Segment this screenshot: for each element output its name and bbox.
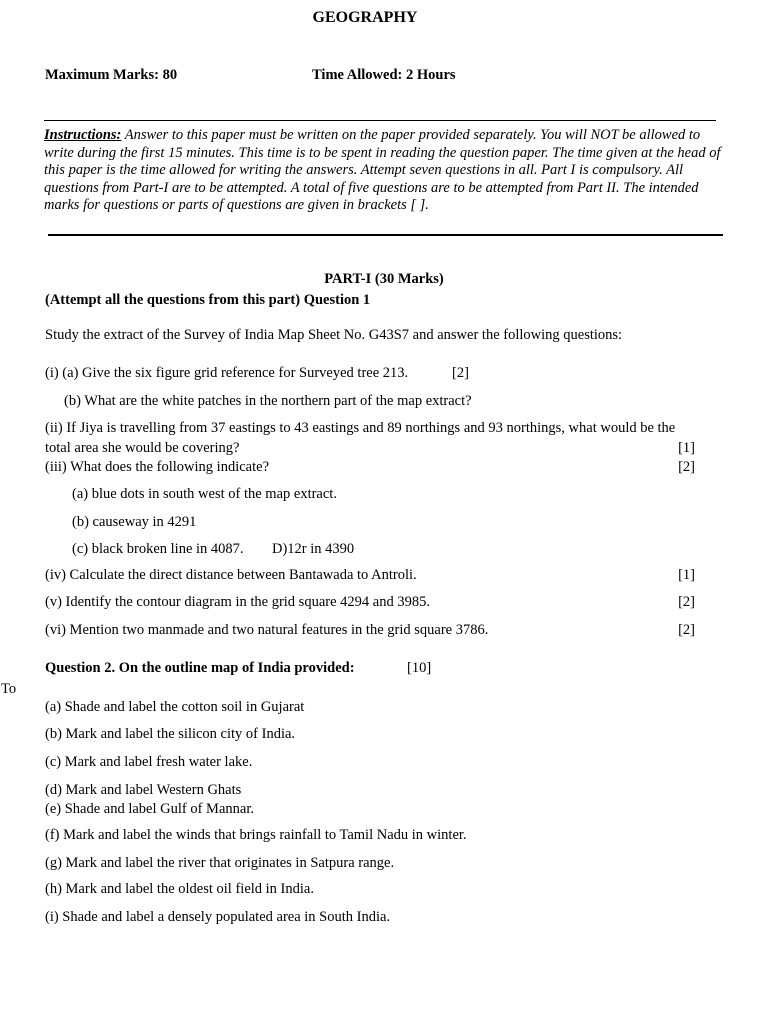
question-iii-b: (b) causeway in 4291: [72, 514, 197, 530]
question-vi: (vi) Mention two manmade and two natural features in the grid square 3786.: [45, 622, 489, 638]
question-iii-c: (c) black broken line in 4087.: [72, 541, 244, 557]
question2-item-i: (i) Shade and label a densely populated area in South India.: [45, 909, 391, 925]
question2-item-b: (b) Mark and label the silicon city of India.: [45, 726, 296, 742]
question2-marks: [10]: [407, 660, 432, 676]
question2-item-h: (h) Mark and label the oldest oil field in India.: [45, 881, 314, 897]
question2-item-d: (d) Mark and label Western Ghats: [45, 782, 242, 798]
question2-item-a: (a) Shade and label the cotton soil in Gujarat: [45, 699, 305, 715]
question-iii-d: D)12r in 4390: [272, 541, 355, 557]
question2-item-c: (c) Mark and label fresh water lake.: [45, 754, 253, 770]
question-iii-marks: [2]: [678, 459, 695, 475]
stray-text: To: [1, 681, 17, 697]
question-ii-line1: (ii) If Jiya is travelling from 37 eastings to 43 eastings and 89 northings and 93 northings, what would be the: [45, 420, 676, 436]
question-iv: (iv) Calculate the direct distance between Bantawada to Antroli.: [45, 567, 417, 583]
question-i-a: (i) (a) Give the six figure grid reference for Surveyed tree 213.: [45, 365, 409, 381]
question-ii-marks: [1]: [678, 440, 695, 456]
instructions-label: Instructions:: [44, 127, 122, 143]
question-i-a-marks: [2]: [452, 365, 469, 381]
question-vi-marks: [2]: [678, 622, 695, 638]
top-divider: [44, 120, 716, 121]
question-i-b: (b) What are the white patches in the northern part of the map extract?: [64, 393, 472, 409]
part1-heading: PART-I (30 Marks): [324, 271, 444, 287]
question-v-marks: [2]: [678, 594, 695, 610]
question-iii: (iii) What does the following indicate?: [45, 459, 270, 475]
question2-heading: Question 2. On the outline map of India provided:: [45, 660, 355, 676]
maximum-marks: Maximum Marks: 80: [45, 67, 178, 83]
question2-item-g: (g) Mark and label the river that originates in Satpura range.: [45, 855, 395, 871]
question2-item-e: (e) Shade and label Gulf of Mannar.: [45, 801, 254, 817]
question-v: (v) Identify the contour diagram in the grid square 4294 and 3985.: [45, 594, 430, 610]
question-iii-a: (a) blue dots in south west of the map extract.: [72, 486, 337, 502]
time-allowed: Time Allowed: 2 Hours: [312, 67, 456, 83]
instructions-text: Answer to this paper must be written on the paper provided separately. You will NOT be allowed to write during the first 15 minutes. This time is to be spent in reading the question paper. The time given at the head of this paper is the time allowed for writing the answers. Attempt seven questions in all. Part I is compulsory. All questions from Part-I are to be attempted. A total of five questions are to be attempted from Part II. The intended marks for questions or parts of questions are given in brackets [ ].: [44, 127, 721, 213]
instructions-block: [44, 127, 724, 215]
question-iv-marks: [1]: [678, 567, 695, 583]
question1-intro: Study the extract of the Survey of India Map Sheet No. G43S7 and answer the following questions:: [45, 327, 623, 343]
question-ii-line2: total area she would be covering?: [45, 440, 240, 456]
paper-title: GEOGRAPHY: [312, 9, 418, 26]
instructions-divider: [48, 234, 723, 236]
part1-subheading: (Attempt all the questions from this part) Question 1: [45, 292, 371, 308]
question2-item-f: (f) Mark and label the winds that brings rainfall to Tamil Nadu in winter.: [45, 827, 467, 843]
